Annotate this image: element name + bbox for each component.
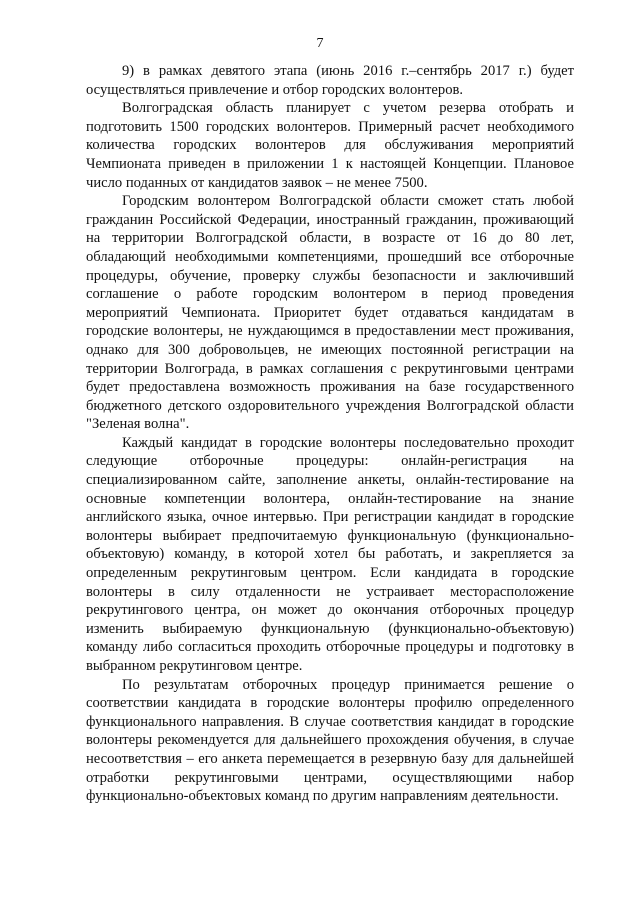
paragraph-volunteer-count: Волгоградская область планирует с учетом резерва отобрать и подготовить 1500 городских волонтеров. Примерный расчет необходимого количества городских волонтеров для обслуживания мероприятий Чемпионата приведен в приложении 1 к настоящей Концепции. Плановое число поданных от кандидатов заявок – не менее 7500. [86,100,574,191]
document-body [86,62,574,806]
paragraph-selection-procedures: Каждый кандидат в городские волонтеры последовательно проходит следующие отборочные процедуры: онлайн-регистрация на специализированном сайте, заполнение анкеты, онлайн-тестирование на основные компетенции волонтера, онлайн-тестирование на знание английского языка, очное интервью. При регистрации кандидат в городские волонтеры выбирает предпочитаемую функциональную (функционально-объектовую) команду, в которой хотел бы работать, и закрепляется за определенным рекрутинговым центром. Если кандидата в городские волонтеры в силу отдаленности не устраивает месторасположение рекрутингового центра, он может до окончания отборочных процедур изменить выбираемую функциональную (функционально-объектовую) команду либо согласиться проходить отборочные процедуры и подготовку в выбранном рекрутинговом центре. [86,434,574,674]
paragraph-eligibility: Городским волонтером Волгоградской области сможет стать любой гражданин Российской Федерации, иностранный гражданин, проживающий на территории Волгоградской области, в возрасте от 16 до 80 лет, обладающий необходимыми компетенциями, прошедший все отборочные процедуры, обучение, проверку службы безопасности и заключивший соглашение о работе городским волонтером в период проведения мероприятий Чемпионата. Приоритет будет отдаваться кандидатам в городские волонтеры, не нуждающимся в предоставлении мест проживания, однако для 300 добровольцев, не имеющих постоянной регистрации на территории Волгограда, в рамках соглашения с рекрутинговыми центрами будет предоставлена возможность проживания на базе государственного бюджетного детского оздоровительного учреждения Волгоградской области "Зеленая волна". [86,193,574,433]
paragraph-stage-nine: 9) в рамках девятого этапа (июнь 2016 г.–сентябрь 2017 г.) будет осуществляться привлечение и отбор городских волонтеров. [86,63,574,98]
paragraph-selection-results: По результатам отборочных процедур принимается решение о соответствии кандидата в городские волонтеры профилю определенного функционального направления. В случае соответствия кандидат в городские волонтеры рекомендуется для дальнейшего прохождения обучения, в случае несоответствия – его анкета перемещается в резервную базу для дальнейшей отработки рекрутинговыми центрами, осуществляющими набор функционально-объектовых команд по другим направлениям деятельности. [86,676,574,805]
page-number: 7 [316,36,324,51]
